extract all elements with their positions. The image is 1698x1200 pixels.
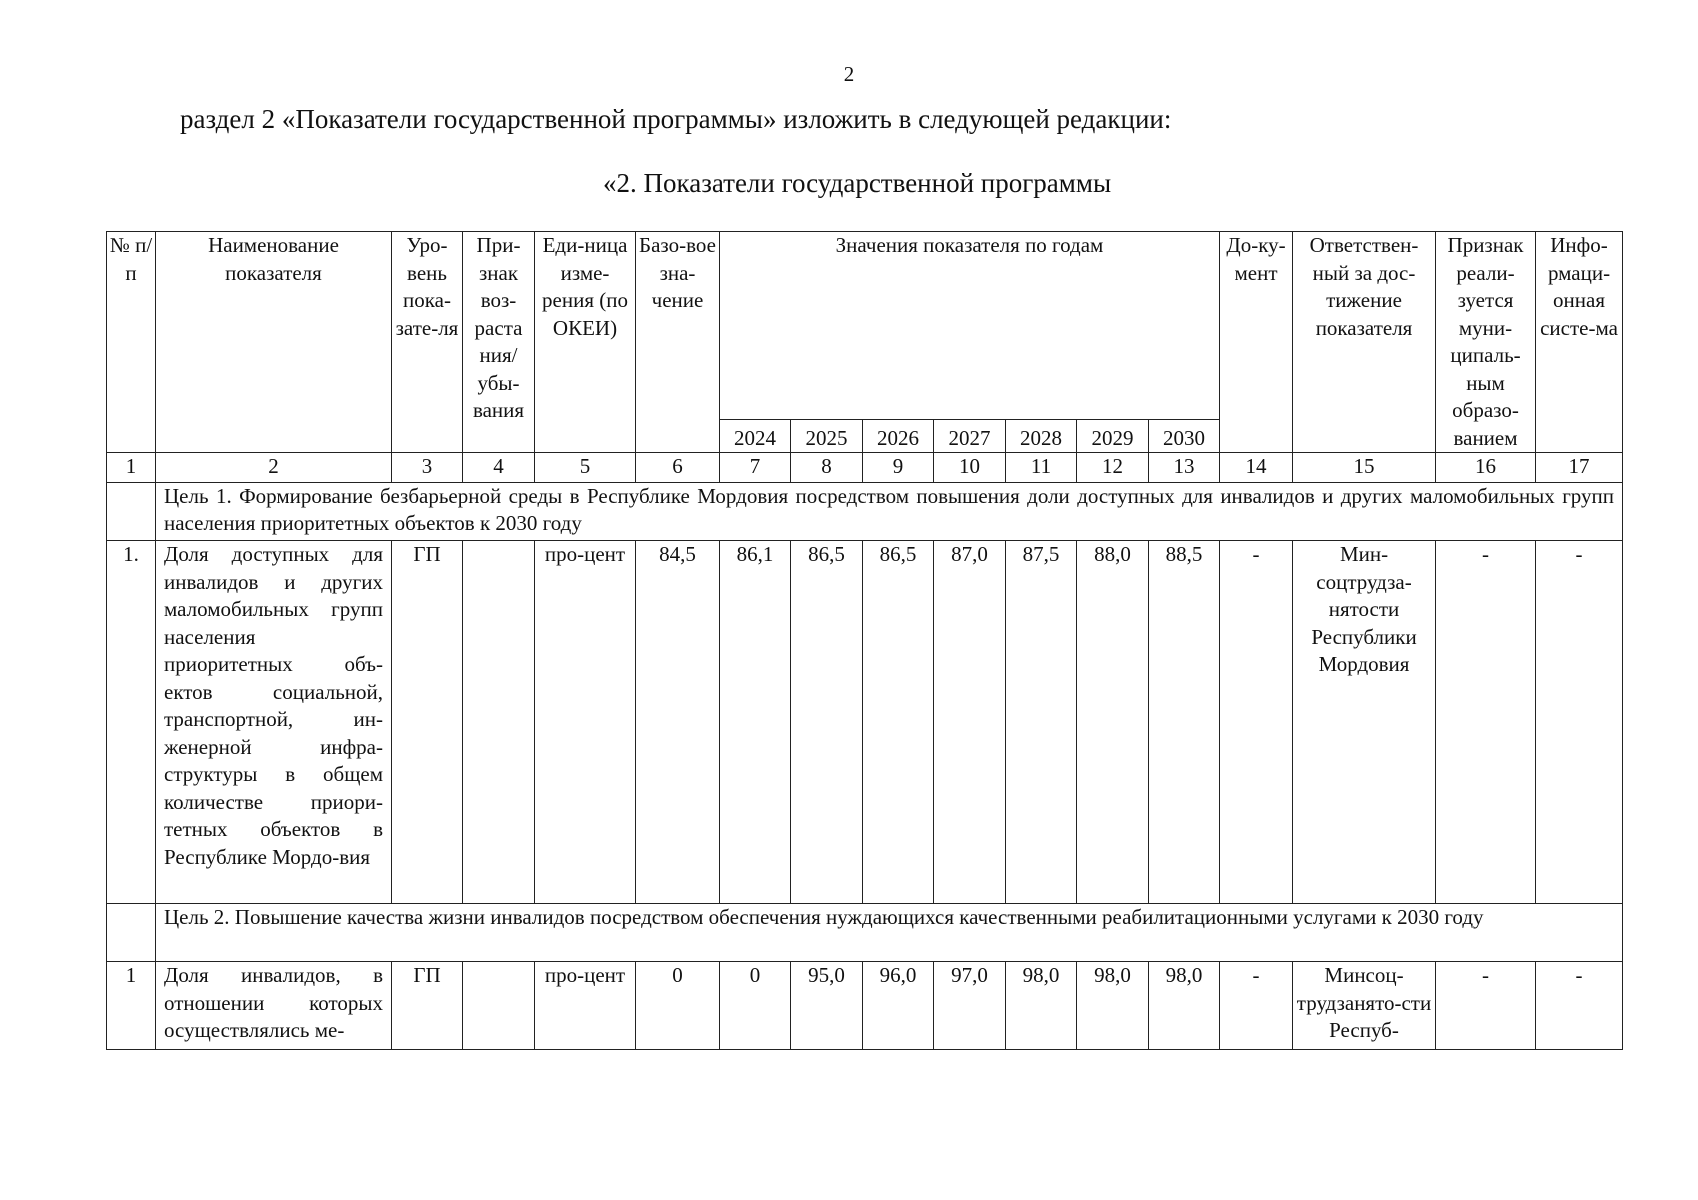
row-2-value-2026: 96,0 <box>863 962 934 1050</box>
row-2-info-system: - <box>1536 962 1623 1050</box>
row-2-trend <box>463 962 535 1050</box>
column-number: 5 <box>535 453 636 483</box>
row-1-unit: про-цент <box>535 541 636 904</box>
section-title: «2. Показатели государственной программы <box>603 168 1112 198</box>
year-2025: 2025 <box>791 420 863 453</box>
header-name: Наименование показателя <box>156 232 392 453</box>
row-1-info-system: - <box>1536 541 1623 904</box>
row-2-value-2024: 0 <box>720 962 791 1050</box>
column-number: 17 <box>1536 453 1623 483</box>
column-number: 1 <box>107 453 156 483</box>
row-1-level: ГП <box>392 541 463 904</box>
column-number: 13 <box>1149 453 1220 483</box>
indicators-table <box>106 231 1623 1050</box>
row-1-value-2029: 88,0 <box>1077 541 1149 904</box>
row-1-value-2026: 86,5 <box>863 541 934 904</box>
row-1-base: 84,5 <box>636 541 720 904</box>
goal-1-text: Цель 1. Формирование безбарьерной среды в Республике Мордовия посредством повышения доли доступных для инвалидов и других маломобильных групп населения приоритетных объектов к 2030 году <box>156 483 1623 541</box>
row-2-level: ГП <box>392 962 463 1050</box>
row-2-value-2029: 98,0 <box>1077 962 1149 1050</box>
row-1-value-2028: 87,5 <box>1006 541 1077 904</box>
header-info-system: Инфо-рмаци-онная систе-ма <box>1536 232 1623 453</box>
row-2-base: 0 <box>636 962 720 1050</box>
column-number: 10 <box>934 453 1006 483</box>
row-2-value-2030: 98,0 <box>1149 962 1220 1050</box>
column-number: 3 <box>392 453 463 483</box>
column-number: 8 <box>791 453 863 483</box>
page-number: 2 <box>843 62 855 86</box>
year-2027: 2027 <box>934 420 1006 453</box>
row-1-name: Доля доступных для инвалидов и других маломобильных групп населения приоритетных объ-ектов социальной, транспортной, ин-женерной инфра-структуры в общем количестве приори-тетных объектов в Республике Мордо-вия <box>156 541 392 904</box>
row-1-value-2030: 88,5 <box>1149 541 1220 904</box>
row-2-value-2027: 97,0 <box>934 962 1006 1050</box>
header-trend: При-знак воз-раста ния/ убы-вания <box>463 232 535 453</box>
row-1-value-2025: 86,5 <box>791 541 863 904</box>
column-numbers-row <box>107 453 1623 483</box>
row-1-document: - <box>1220 541 1293 904</box>
header-row <box>107 232 1623 420</box>
header-years-group: Значения показателя по годам <box>720 232 1220 420</box>
year-2026: 2026 <box>863 420 934 453</box>
goal-2-num-cell <box>107 904 156 962</box>
intro-text: раздел 2 «Показатели государственной программы» изложить в следующей редакции: <box>180 104 1172 134</box>
row-1-municipal: - <box>1436 541 1536 904</box>
indicator-row-1 <box>107 541 1623 904</box>
header-level: Уро-вень пока-зате-ля <box>392 232 463 453</box>
column-number: 16 <box>1436 453 1536 483</box>
row-1-value-2027: 87,0 <box>934 541 1006 904</box>
row-2-name: Доля инвалидов, в отношении которых осуществлялись ме- <box>156 962 392 1050</box>
indicator-row-2 <box>107 962 1623 1050</box>
goal-2-row <box>107 904 1623 962</box>
column-number: 11 <box>1006 453 1077 483</box>
goal-1-row <box>107 483 1623 541</box>
column-number: 9 <box>863 453 934 483</box>
header-document: До-ку-мент <box>1220 232 1293 453</box>
goal-2-text: Цель 2. Повышение качества жизни инвалидов посредством обеспечения нуждающихся качественными реабилитационными услугами к 2030 году <box>156 904 1623 962</box>
row-1-responsible: Мин-соцтрудза-нятости Республики Мордовия <box>1293 541 1436 904</box>
row-2-unit: про-цент <box>535 962 636 1050</box>
year-2024: 2024 <box>720 420 791 453</box>
row-2-municipal: - <box>1436 962 1536 1050</box>
header-municipal: Признак реали-зуется муни-ципаль-ным образо-ванием <box>1436 232 1536 453</box>
header-unit: Еди-ница изме-рения (по ОКЕИ) <box>535 232 636 453</box>
row-1-trend <box>463 541 535 904</box>
column-number: 6 <box>636 453 720 483</box>
goal-1-num-cell <box>107 483 156 541</box>
row-2-num: 1 <box>107 962 156 1050</box>
header-num: № п/п <box>107 232 156 453</box>
row-1-num: 1. <box>107 541 156 904</box>
row-1-value-2024: 86,1 <box>720 541 791 904</box>
column-number: 7 <box>720 453 791 483</box>
year-2029: 2029 <box>1077 420 1149 453</box>
column-number: 14 <box>1220 453 1293 483</box>
header-responsible: Ответствен-ный за дос-тижение показателя <box>1293 232 1436 453</box>
column-number: 12 <box>1077 453 1149 483</box>
year-2030: 2030 <box>1149 420 1220 453</box>
column-number: 4 <box>463 453 535 483</box>
row-2-value-2028: 98,0 <box>1006 962 1077 1050</box>
column-number: 2 <box>156 453 392 483</box>
row-2-responsible: Минсоц-трудзанято-сти Респуб- <box>1293 962 1436 1050</box>
row-2-value-2025: 95,0 <box>791 962 863 1050</box>
row-2-document: - <box>1220 962 1293 1050</box>
header-base: Базо-вое зна-чение <box>636 232 720 453</box>
column-number: 15 <box>1293 453 1436 483</box>
year-2028: 2028 <box>1006 420 1077 453</box>
